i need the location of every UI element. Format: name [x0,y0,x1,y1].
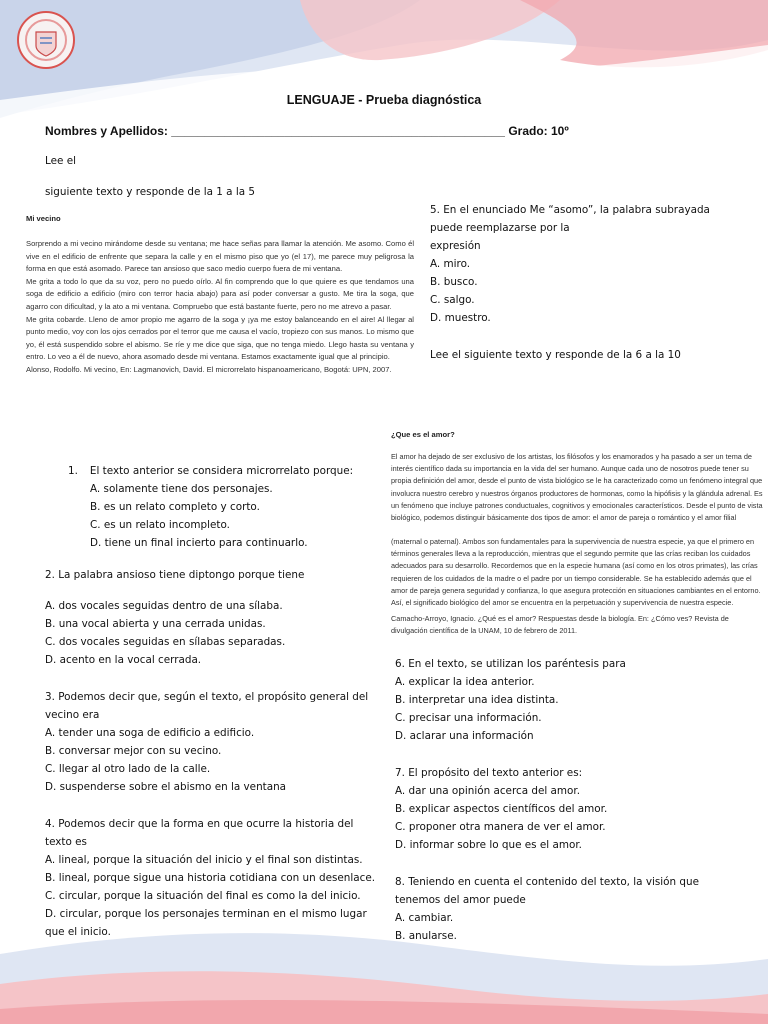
story-paragraph: Me grita cobarde. Lleno de amor propio me agarro de la soga y ¡ya me estoy balanceando en el aire! Al llegar al punto medio, voy con los ojos cerrados por el terror que me causa el vacío, tropiezo con sus manos. Lo mismo que yo, él está suspendido sobre el abismo. Se ríe y me dice que siga, que no tenga miedo. Llego hasta su ventana y entro. Lo veo a él de nuevo, ahora asomado desde mi ventana. Estamos exactamente igual que al principio. [26,314,414,362]
question-text: 6. En el texto, se utilizan los paréntesis para [395,658,626,670]
option[interactable]: D. circular, porque los personajes terminan en el mismo lugar [45,908,367,920]
grade-label: Grado: 10º [508,124,569,138]
question-7 [395,764,607,854]
question-2-options [45,597,285,669]
option[interactable]: A. tender una soga de edificio a edificio. [45,727,255,739]
question-4 [45,815,375,941]
question-text: 3. Podemos decir que, según el texto, el propósito general del [45,691,369,703]
question-text: 8. Teniendo en cuenta el contenido del texto, la visión que [395,876,699,888]
option[interactable]: A. dos vocales seguidas dentro de una sílaba. [45,600,283,612]
option-continuation: que el inicio. [45,926,111,938]
option[interactable]: B. explicar aspectos científicos del amor. [395,803,608,815]
option[interactable]: B. anularse. [395,930,457,942]
question-text: texto es [45,836,87,848]
option[interactable]: B. una vocal abierta y una cerrada unidas. [45,618,266,630]
option[interactable]: A. solamente tiene dos personajes. [90,483,273,495]
option[interactable]: D. aclarar una información [395,730,534,742]
option[interactable]: A. miro. [430,258,471,270]
question-text: 5. En el enunciado Me “asomo”, la palabra subrayada [430,204,710,216]
intro-line-2: siguiente texto y responde de la 1 a la 5 [45,186,256,198]
question-1-stem [68,462,353,480]
question-2-stem: 2. La palabra ansioso tiene diptongo porque tiene [45,569,305,581]
article-paragraph-1: El amor ha dejado de ser exclusivo de los artistas, los filósofos y los enamorados y ha pasado a ser un tema de interés científico dada su importancia en la vida del ser humano. Aunque cada uno de nosotros puede tener su propia definición del amor, desde el punto de vista biológico se le ha caracterizado como un fenómeno integral que involucra nuestro cerebro y nuestros órganos productores de hormonas, como la hipófisis y la glándula adrenal. Es un fenómeno que incluye patrones conductuales, cognitivos y emocionales característicos. Desde el punto de vista biológico, podemos distinguir básicamente dos tipos de amor: el amor de pareja o romántico y el amor filial [391,452,763,523]
option[interactable]: A. dar una opinión acerca del amor. [395,785,581,797]
story-paragraph: Me grita a todo lo que da su voz, pero no puedo oírlo. Al fin comprendo que lo que quiere es que tendamos una soga de edificio a edificio (miro con terror hacia abajo) para así poder conversar a gusto. Me tira la soga, que agarro con dificultad, y la ato a mi ventana. Compruebo que está bastante fuerte, pero no me atrevo a pasar. [26,276,414,311]
question-3 [45,688,368,796]
page-title: LENGUAJE - Prueba diagnóstica [286,93,482,107]
option[interactable]: C. precisar una información. [395,712,542,724]
option[interactable]: D. suspenderse sobre el abismo en la ventana [45,781,287,793]
option[interactable]: B. busco. [430,276,478,288]
story-title: Mi vecino [26,214,61,223]
article-title: ¿Que es el amor? [391,430,455,439]
option[interactable]: C. llegar al otro lado de la calle. [45,763,211,775]
name-blank: __________________________________________________ [171,124,505,138]
question-text: puede reemplazarse por la [430,222,570,234]
option[interactable]: D. acento en la vocal cerrada. [45,654,202,666]
option[interactable]: B. conversar mejor con su vecino. [45,745,222,757]
story-citation: Alonso, Rodolfo. Mi vecino, En: Lagmanovich, David. El microrrelato hispanoamericano, Bogotá: UPN, 2007. [26,364,392,374]
question-6 [395,655,626,745]
question-5 [430,201,710,327]
option[interactable]: A. cambiar. [395,912,454,924]
name-grade-line [45,124,569,138]
question-text: 4. Podemos decir que la forma en que ocurre la historia del [45,818,354,830]
option[interactable]: C. circular, porque la situación del final es como la del inicio. [45,890,361,902]
story-paragraph: Sorprendo a mi vecino mirándome desde su ventana; me hace señas para llamar la atención. Me asomo. Como él vive en el edificio de enfrente que separa la calle y en el mismo piso que yo (el 17), me parece muy peligrosa la forma en que está asomado. Parece tan ansioso que saco medio cuerpo fuera de mi ventana. [26,239,414,274]
question-text: expresión [430,240,481,252]
question-8 [395,873,699,945]
question-text: vecino era [45,709,100,721]
name-label: Nombres y Apellidos: [45,124,168,138]
school-logo [16,10,76,70]
header-wave-decoration [0,0,768,140]
option[interactable]: A. lineal, porque la situación del inicio y el final son distintas. [45,854,363,866]
option[interactable]: A. explicar la idea anterior. [395,676,535,688]
option[interactable]: B. es un relato completo y corto. [90,501,260,513]
question-number: 1. [68,465,78,477]
option[interactable]: B. lineal, porque sigue una historia cotidiana con un desenlace. [45,872,376,884]
question-text: El texto anterior se considera microrrelato porque: [89,465,354,477]
option[interactable]: D. informar sobre lo que es el amor. [395,839,582,851]
article-citation: Camacho-Arroyo, Ignacio. ¿Qué es el amor? Respuestas desde la biología. En: ¿Cómo ves? Revista de divulgación científica de la UNAM, 10 de febrero de 2011. [391,614,729,636]
question-text: tenemos del amor puede [395,894,526,906]
question-1 [68,462,353,552]
option[interactable]: C. salgo. [430,294,475,306]
article-paragraph-2: (maternal o paternal). Ambos son fundamentales para la supervivencia de nuestra especie, ya que el primero en términos generales lleva a la reproducción, mientras que el segundo permite que las crías reciban los cuidados adecuados para su desarrollo. Recordemos que en la especie humana (así como en los otros primates), las crías requieren de los cuidados de la madre o el padre por un tiempo considerable. Se ha establecido además que el amor de pareja genera seguridad y confianza, lo que asegura protección en situaciones cambiantes en el entorno. Así, el significado biológico del amor se encuentra en la perpetuación y supervivencia de nuestra especie. [391,537,761,608]
option[interactable]: D. tiene un final incierto para continuarlo. [90,537,308,549]
option[interactable]: C. proponer otra manera de ver el amor. [395,821,606,833]
story-text [26,238,414,377]
option[interactable]: B. interpretar una idea distinta. [395,694,559,706]
question-text: 7. El propósito del texto anterior es: [395,767,583,779]
option[interactable]: D. muestro. [430,312,491,324]
option[interactable]: C. dos vocales seguidas en sílabas separadas. [45,636,286,648]
intro-line-1: Lee el [45,155,76,167]
option[interactable]: C. es un relato incompleto. [90,519,230,531]
intro-section-2: Lee el siguiente texto y responde de la 6 a la 10 [430,349,681,361]
